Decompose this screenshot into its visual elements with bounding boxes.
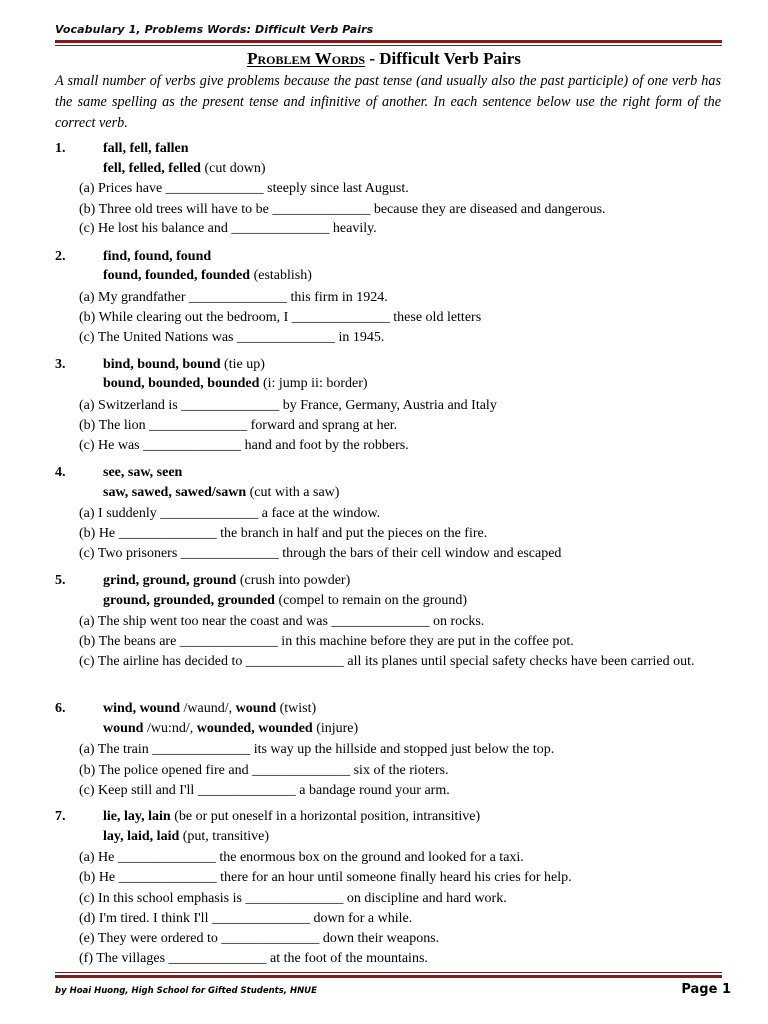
exercise-sentence: (b) The lion ______________ forward and sprang at her. [79, 418, 398, 433]
exercise-sentence: (e) They were ordered to ______________ down their weapons. [79, 931, 440, 946]
verb-meaning: (cut with a saw) [246, 485, 340, 500]
verb-forms: wounded, wounded [196, 721, 313, 736]
verb-meaning: (cut down) [200, 161, 266, 176]
exercise-sentence: (c) The United Nations was ______________ in 1945. [79, 330, 385, 345]
footer-rule-thick [55, 975, 722, 978]
exercise-sentence: (b) He ______________ there for an hour until someone finally heard his cries for help. [79, 870, 572, 885]
verb-meaning: (crush into powder) [236, 573, 351, 588]
verb-meaning: (compel to remain on the ground) [274, 593, 468, 608]
verb-line-secondary [103, 485, 339, 501]
exercise-sentence: (b) While clearing out the bedroom, I ______________ these old letters [79, 310, 482, 325]
page-number: Page 1 [681, 982, 731, 997]
verb-line-primary [103, 465, 182, 481]
verb-forms: find, found, found [103, 249, 212, 264]
verb-forms: lie, lay, lain [103, 809, 171, 824]
verb-line-secondary [103, 721, 358, 737]
pronunciation: /wu:nd/, [143, 721, 197, 736]
running-header: Vocabulary 1, Problems Words: Difficult Verb Pairs [55, 23, 374, 36]
exercise-sentence: (c) Keep still and I'll ______________ a bandage round your arm. [79, 783, 450, 798]
verb-line-secondary [103, 593, 467, 609]
intro-paragraph: A small number of verbs give problems because the past tense (and usually also the past participle) of one verb has the same spelling as the present tense and infinitive of another. In each sentence below use the right form of the correct verb. [55, 73, 721, 131]
title-rest: - Difficult Verb Pairs [365, 49, 521, 68]
exercise-sentence: (a) The train ______________ its way up the hillside and stopped just below the top. [79, 742, 555, 757]
footer-author: by Hoai Huong, High School for Gifted Students, HNUE [55, 986, 317, 996]
verb-meaning: (put, transitive) [179, 829, 270, 844]
verb-meaning: (injure) [312, 721, 359, 736]
exercise-sentence: (a) He ______________ the enormous box on the ground and looked for a taxi. [79, 850, 524, 865]
item-number: 5. [55, 573, 66, 588]
verb-line-secondary [103, 829, 269, 845]
verb-forms: see, saw, seen [103, 465, 183, 480]
verb-forms: fall, fell, fallen [103, 141, 189, 156]
item-number: 1. [55, 141, 66, 156]
verb-line-primary [103, 701, 316, 717]
exercise-sentence: (c) He was ______________ hand and foot by the robbers. [79, 438, 409, 453]
title-small-caps: Problem Words [247, 49, 366, 68]
item-number: 4. [55, 465, 66, 480]
verb-forms: ground, grounded, grounded [103, 593, 275, 608]
verb-meaning: (tie up) [220, 357, 265, 372]
verb-line-primary [103, 809, 480, 825]
verb-line-primary [103, 249, 211, 265]
verb-forms: wind, wound [103, 701, 181, 716]
verb-line-secondary [103, 268, 312, 284]
exercise-sentence: (f) The villages ______________ at the foot of the mountains. [79, 951, 428, 966]
exercise-sentence: (a) The ship went too near the coast and was ______________ on rocks. [79, 614, 485, 629]
item-number: 7. [55, 809, 66, 824]
exercise-sentence: (a) My grandfather ______________ this firm in 1924. [79, 290, 388, 305]
exercise-sentence: (b) Three old trees will have to be ______________ because they are diseased and dangerous. [79, 202, 606, 217]
exercise-sentence: (b) He ______________ the branch in half and put the pieces on the fire. [79, 526, 488, 541]
verb-meaning: (twist) [276, 701, 317, 716]
verb-forms: grind, ground, ground [103, 573, 237, 588]
verb-line-primary [103, 141, 189, 157]
verb-forms: bound, bounded, bounded [103, 376, 260, 391]
verb-line-primary [103, 573, 350, 589]
exercise-sentence: (a) Switzerland is ______________ by France, Germany, Austria and Italy [79, 398, 497, 413]
page-title [0, 49, 768, 69]
verb-forms: found, founded, founded [103, 268, 251, 283]
exercise-sentence: (b) The beans are ______________ in this machine before they are put in the coffee pot. [79, 634, 574, 649]
exercise-sentence: (d) I'm tired. I think I'll ______________ down for a while. [79, 911, 413, 926]
item-number: 3. [55, 357, 66, 372]
verb-forms: wound [103, 721, 144, 736]
exercise-sentence: (b) The police opened fire and ______________ six of the rioters. [79, 763, 449, 778]
verb-line-secondary [103, 376, 368, 392]
item-number: 6. [55, 701, 66, 716]
verb-forms: fell, felled, felled [103, 161, 201, 176]
exercise-sentence: (c) In this school emphasis is ______________ on discipline and hard work. [79, 891, 507, 906]
exercise-sentence: (c) Two prisoners ______________ through the bars of their cell window and escaped [79, 546, 562, 561]
header-rule-thin [55, 45, 722, 46]
pronunciation: /waund/, [180, 701, 236, 716]
item-number: 2. [55, 249, 66, 264]
verb-line-primary [103, 357, 265, 373]
exercise-sentence: (a) I suddenly ______________ a face at the window. [79, 506, 381, 521]
header-rule-thick [55, 40, 722, 43]
verb-meaning: (be or put oneself in a horizontal position, intransitive) [170, 809, 481, 824]
verb-forms: saw, sawed, sawed/sawn [103, 485, 247, 500]
verb-forms: bind, bound, bound [103, 357, 221, 372]
verb-forms: lay, laid, laid [103, 829, 180, 844]
footer-rule-thin [55, 972, 722, 973]
exercise-sentence: (c) He lost his balance and ______________ heavily. [79, 221, 377, 236]
verb-line-secondary [103, 161, 266, 177]
exercise-sentence: (c) The airline has decided to ______________ all its planes until special safety checks have been carried out. [79, 654, 695, 669]
verb-forms: wound [235, 701, 277, 716]
verb-meaning: (i: jump ii: border) [259, 376, 368, 391]
exercise-sentence: (a) Prices have ______________ steeply since last August. [79, 181, 409, 196]
verb-meaning: (establish) [250, 268, 312, 283]
